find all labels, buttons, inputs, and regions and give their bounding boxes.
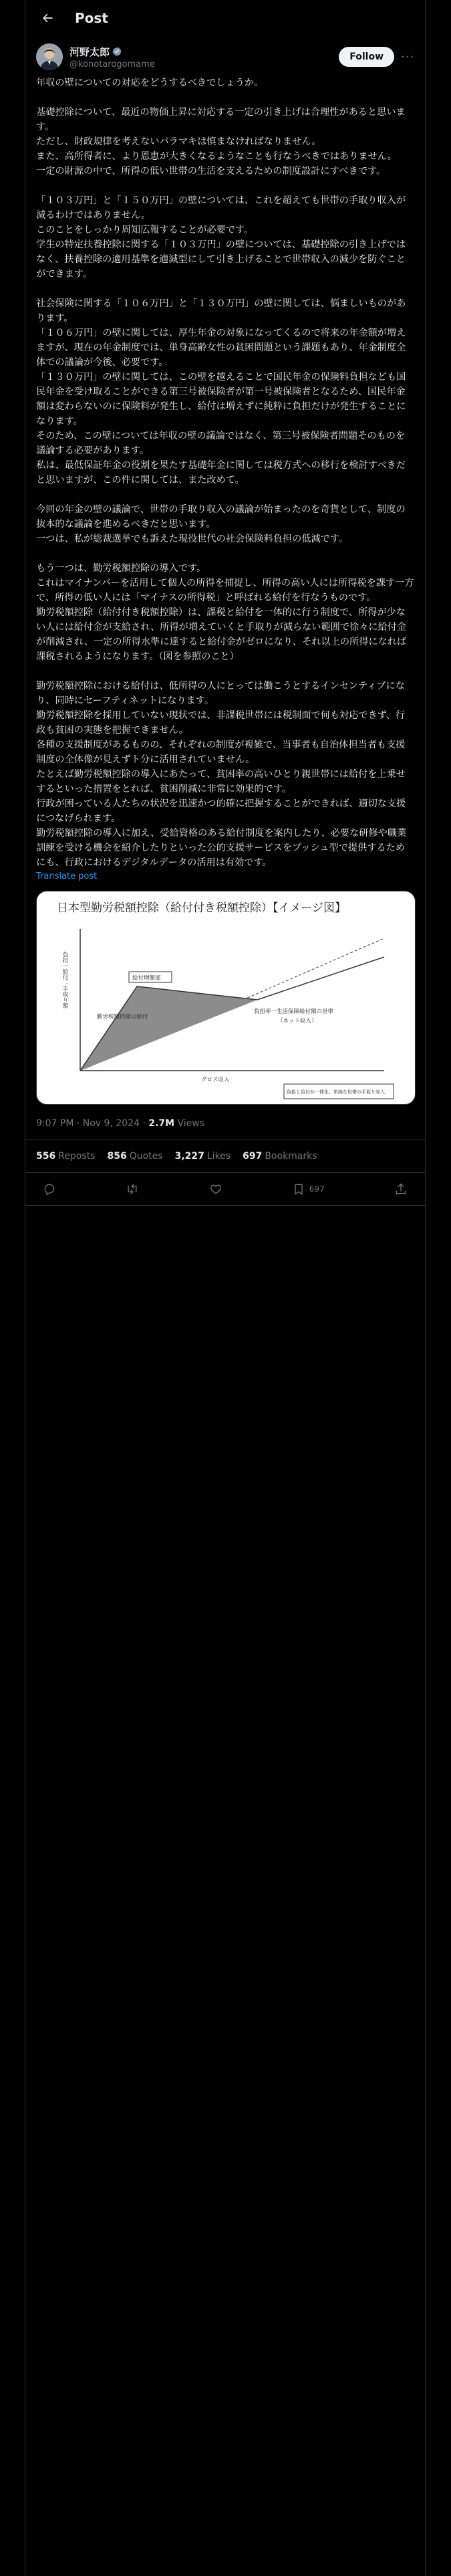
stat-bookmarks[interactable]: 697 Bookmarks	[243, 1151, 317, 1162]
y-axis-label: 負担一給付：手取り額	[61, 952, 68, 1008]
note-text: 負担と給付が一体化、単純な世帯の手取り収入	[287, 1089, 385, 1095]
heart-icon	[209, 1182, 222, 1196]
author-names	[69, 45, 339, 70]
more-options-icon[interactable]: ···	[401, 49, 415, 64]
bookmark-icon	[292, 1182, 305, 1196]
engagement-stats	[25, 1140, 425, 1173]
author-handle[interactable]: @konotarogomame	[69, 59, 155, 70]
views-label: Views	[177, 1118, 205, 1129]
page-title: Post	[75, 9, 108, 26]
top-bar	[25, 0, 425, 35]
repost-button[interactable]	[126, 1182, 139, 1196]
like-button[interactable]	[209, 1182, 222, 1196]
bookmark-count: 697	[309, 1184, 325, 1194]
translate-post-link[interactable]: Translate post	[36, 871, 98, 881]
back-button[interactable]	[36, 7, 59, 29]
stat-likes[interactable]: 3,227 Likes	[174, 1151, 231, 1162]
avatar[interactable]	[36, 43, 63, 70]
post-time[interactable]: 9:07 PM · Nov 9, 2024	[36, 1118, 140, 1129]
action-bar	[25, 1173, 425, 1206]
stat-quotes[interactable]: 856 Quotes	[107, 1151, 163, 1162]
bookmark-button[interactable]	[292, 1182, 325, 1196]
reply-icon	[43, 1182, 56, 1196]
views-count: 2.7M	[148, 1118, 175, 1129]
x-axis-label: グロス収入	[201, 1077, 230, 1083]
verified-badge-icon	[112, 46, 122, 57]
post-meta	[25, 1105, 425, 1140]
arrow-left-icon	[41, 11, 54, 25]
share-icon	[394, 1182, 408, 1196]
author-name[interactable]: 河野太郎	[69, 45, 110, 58]
share-button[interactable]	[394, 1182, 408, 1196]
benefit-area	[80, 986, 257, 1071]
figure-title: 日本型勤労税額控除（給付付き税額控除）【イメージ図】	[57, 901, 346, 915]
reply-button[interactable]	[43, 1182, 56, 1196]
meta-separator: ·	[142, 1118, 149, 1129]
label-mid: 負担率一生活保障給付額の世帯	[254, 1008, 334, 1015]
tax-credit-diagram	[37, 891, 415, 1104]
follow-button[interactable]: Follow	[339, 47, 394, 67]
author-row	[25, 35, 425, 70]
label-mid-2: （ネット収入）	[277, 1018, 317, 1025]
repost-icon	[126, 1182, 139, 1196]
stat-reposts[interactable]: 556 Reposts	[36, 1151, 96, 1162]
post-image[interactable]	[36, 891, 416, 1105]
post-text: 年収の壁についての対応をどうするべきでしょうか。 基礎控除について、最近の物価上昇に対応する一定の引き上げは合理性があると思います。 ただし、財政規律を考えないバラマキは慎まなければなりません。 また、高所得者に、より恩恵が大きくなるようなことも行なうべきではありません。 一定の財源の中で、所得の低い世帯の生活を支えるための制度設計にすべきです。 「１０３万円」と「１５０万円」の壁については、これを超えても世帯の手取り収入が減るわけではありません。 このことをしっかり周知広報することが必要です。 学生の特定扶養控除に関する「１０３万円」の壁については、基礎控除の引き上げではなく、扶養控除の適用基準を適減型にして引き上げることで世帯収入の減少を防ぐことができます。 社会保険に関する「１０６万円」と「１３０万円」の壁に関しては、悩ましいものがあります。 「１０６万円」の壁に関しては、厚生年金の対象になってくるので将来の年金額が増えますが、現在の年金制度では、単身高齢女性の貧困問題という課題もあり、年金制度全体での議論が今後、必要です。 「１３０万円」の壁に関しては、この壁を越えることで国民年金の保険料負担なども国民年金を受け取ることができる第三号被保険者が第一号被保険者となるため、国民年金額は変わらないのに保険料が発生し、給付は増えずに純粋に負担だけが発生することになります。 そのため、この壁については年収の壁の議論ではなく、第三号被保険者問題そのものを議論する必要があります。 私は、最低保証年金の役割を果たす基礎年金に関しては税方式への移行を検討すべきだと思いますが、この件に関しては、また改めて。 今回の年金の壁の議論で、世帯の手取り収入の議論が始まったのを奇貨として、制度の抜本的な議論を進めるべきだと思います。 一つは、私が総裁選挙でも訴えた現役世代の社会保険料負担の低減です。 もう一つは、勤労税額控除の導入です。 これはマイナンバーを活用して個人の所得を捕捉し、所得の高い人には所得税を課す一方で、所得の低い人には「マイナスの所得税」と呼ばれる給付を行なうものです。 勤労税額控除（給付付き税額控除）は、課税と給付を一体的に行う制度で、所得が少ない人には給付金が支給され、所得が増えていくと手取りが減らない範囲で徐々に給付金が削減され、一定の所得水準に達すると給付金がゼロになり、それ以上の所得になれば課税されるようになります。（図を参照のこと） 勤労税額控除における給付は、低所得の人にとっては働こうとするインセンティブになり、同時にセーフティネットになります。 勤労税額控除を採用していない現状では、非課税世帯には税制面で何も対応できず、行政も貧困の実態を把握できません。 各種の支援制度があるものの、それぞれの制度が複雑で、当事者も自治体担当者も支援制度の全体像が見えずト分に活用されていません。 たとえば勤労税額控除の導入にあたって、貧困率の高いひとり親世帯には給付を上乗せするといった措置をとれば、貧困削減に非常に効果的です。 行政が困っている人たちの状況を迅速かつ的確に把握することができれば、適切な支援につなげられます。 勤労税額控除の導入に加え、受給資格のある給付制度を案内したり、必要な研修や職業訓練を受ける機会を紹介したりといった公的支援サービスをプッシュ型で提供するためにも、行政におけるデジタルデータの活用は有効です。	[36, 78, 414, 868]
post-column	[25, 0, 426, 2576]
label-left: 勤労税額控除の給付	[97, 1014, 148, 1021]
label-box-text: 給付増額部	[132, 975, 161, 982]
